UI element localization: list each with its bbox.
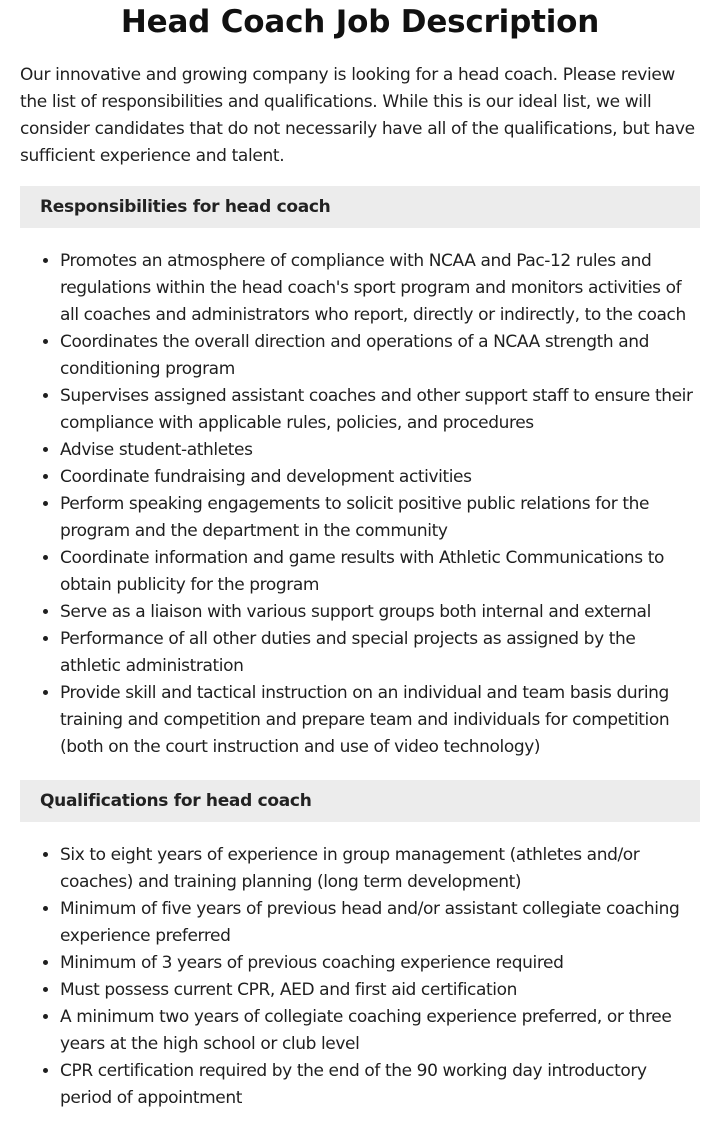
qualifications-list [20,842,700,1112]
list-item: • Serve as a liaison with various support groups both internal and external [60,599,700,626]
responsibilities-heading: Responsibilities for head coach [20,186,700,228]
list-item: • Six to eight years of experience in group management (athletes and/or coaches) and training planning (long term development) [60,842,700,896]
list-item: • Minimum of five years of previous head and/or assistant collegiate coaching experience preferred [60,896,700,950]
list-item: • Perform speaking engagements to solicit positive public relations for the program and the department in the community [60,491,700,545]
list-item: • Coordinate fundraising and development activities [60,464,700,491]
list-item: • Supervises assigned assistant coaches and other support staff to ensure their compliance with applicable rules, policies, and procedures [60,383,700,437]
list-item: • Minimum of 3 years of previous coaching experience required [60,950,700,977]
list-item: • Provide skill and tactical instruction on an individual and team basis during training and competition and prepare team and individuals for competition (both on the court instruction and use of video technology) [60,680,700,761]
list-item: • Performance of all other duties and special projects as assigned by the athletic administration [60,626,700,680]
list-item: • Promotes an atmosphere of compliance with NCAA and Pac-12 rules and regulations within the head coach's sport program and monitors activities of all coaches and administrators who report, directly or indirectly, to the coach [60,248,700,329]
intro-paragraph: Our innovative and growing company is looking for a head coach. Please review the list of responsibilities and qualifications. While this is our ideal list, we will consider candidates that do not necessarily have all of the qualifications, but have sufficient experience and talent. [20,65,695,166]
page-title: Head Coach Job Description [120,4,600,40]
list-item: • CPR certification required by the end of the 90 working day introductory period of appointment [60,1058,700,1112]
list-item: • Advise student-athletes [60,437,700,464]
list-item: • Must possess current CPR, AED and first aid certification [60,977,700,1004]
list-item: • Coordinates the overall direction and operations of a NCAA strength and conditioning program [60,329,700,383]
responsibilities-list [20,248,700,761]
list-item: • A minimum two years of collegiate coaching experience preferred, or three years at the high school or club level [60,1004,700,1058]
list-item: • Coordinate information and game results with Athletic Communications to obtain publicity for the program [60,545,700,599]
qualifications-heading: Qualifications for head coach [20,780,700,822]
